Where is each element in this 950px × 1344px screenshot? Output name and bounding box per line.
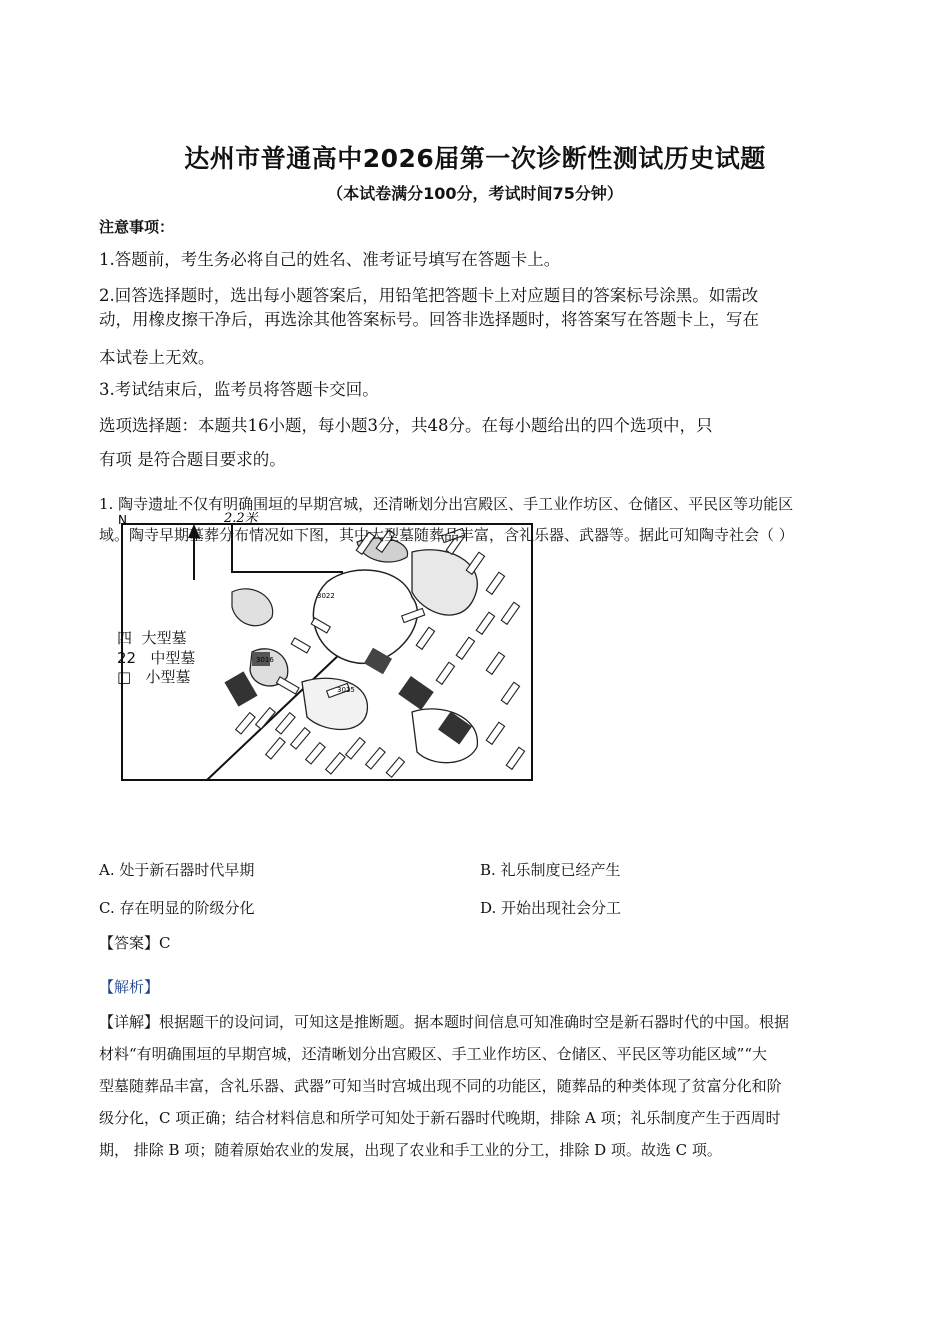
large-tomb-marker	[398, 676, 434, 710]
answer-line: 【答案】C	[99, 934, 171, 952]
legend-symbol: □	[117, 668, 132, 686]
north-label: N	[118, 513, 127, 527]
notice-item-3: 3.考试结束后，监考员将答题卡交回。	[99, 380, 379, 399]
tomb-number: 3015	[337, 686, 355, 694]
analysis-line-4: 级分化，C 项正确；结合材料信息和所学可知处于新石器时代晚期，排除 A 项；礼乐制度产生于西周时	[99, 1109, 781, 1127]
exam-info: （本试卷满分100分，考试时间75分钟）	[327, 184, 623, 203]
legend-medium-tomb	[117, 647, 195, 668]
legend-label: 大型墓	[141, 629, 187, 647]
option-b[interactable]: B. 礼乐制度已经产生	[480, 861, 621, 879]
scale-label: 2.2米	[224, 512, 258, 526]
notice-item-1: 1.答题前，考生务必将自己的姓名、准考证号填写在答题卡上。	[99, 250, 561, 269]
option-d[interactable]: D. 开始出现社会分工	[480, 899, 622, 917]
burial-area-blob	[302, 678, 367, 729]
option-c[interactable]: C. 存在明显的阶级分化	[99, 899, 255, 917]
tomb-number: 3022	[317, 592, 335, 600]
question-1-stem-line-1: 1. 陶寺遗址不仅有明确围垣的早期宫城，还清晰划分出宫殿区、手工业作坊区、仓储区、平民区等功能区	[99, 495, 794, 513]
question-1-stem-line-2: 域。陶寺早期墓葬分布情况如下图，其中大型墓随葬品丰富，含礼乐器、武器等。据此可知陶寺社会（ ）	[99, 526, 794, 544]
notice-item-2-line-3: 本试卷上无效。	[99, 348, 215, 367]
section-instruction-line-1: 选项选择题：本题共16小题，每小题3分，共48分。在每小题给出的四个选项中，只	[99, 416, 713, 435]
legend-large-tomb	[117, 627, 187, 648]
section-instruction-line-2: 有项 是符合题目要求的。	[99, 450, 286, 469]
page-title: 达州市普通高中2026届第一次诊断性测试历史试题	[184, 144, 766, 173]
analysis-line-3: 型墓随葬品丰富，含礼乐器、武器”可知当时宫城出现不同的功能区，随葬品的种类体现了贫富分化和阶	[99, 1077, 782, 1095]
analysis-line-5: 期， 排除 B 项；随着原始农业的发展，出现了农业和手工业的分工，排除 D 项。故选 C 项。	[99, 1141, 722, 1159]
option-a[interactable]: A. 处于新石器时代早期	[99, 861, 255, 879]
burial-area-blob	[412, 550, 477, 615]
notice-heading: 注意事项：	[99, 218, 175, 236]
notice-item-2-line-2: 动，用橡皮擦干净后，再选涂其他答案标号。回答非选择题时，将答案写在答题卡上，写在	[99, 310, 759, 329]
legend-symbol: 22	[117, 649, 137, 667]
legend-small-tomb	[117, 666, 191, 687]
legend-label: 小型墓	[145, 668, 191, 686]
analysis-line-1: 【详解】根据题干的设问词，可知这是推断题。据本题时间信息可知准确时空是新石器时代的中国。根据	[99, 1013, 790, 1031]
analysis-line-2: 材料“有明确围垣的早期宫城，还清晰划分出宫殿区、手工业作坊区、仓储区、平民区等功能区域”“大	[99, 1045, 768, 1063]
burial-area-blob	[232, 589, 273, 626]
burial-area-blob	[412, 709, 477, 763]
analysis-tag: 【解析】	[99, 978, 160, 996]
notice-item-2-line-1: 2.回答选择题时，选出每小题答案后，用铅笔把答题卡上对应题目的答案标号涂黑。如需改	[99, 286, 759, 305]
legend-label: 中型墓	[150, 649, 196, 667]
tomb-number: 3016	[256, 656, 274, 664]
legend-symbol: 四	[117, 629, 133, 647]
